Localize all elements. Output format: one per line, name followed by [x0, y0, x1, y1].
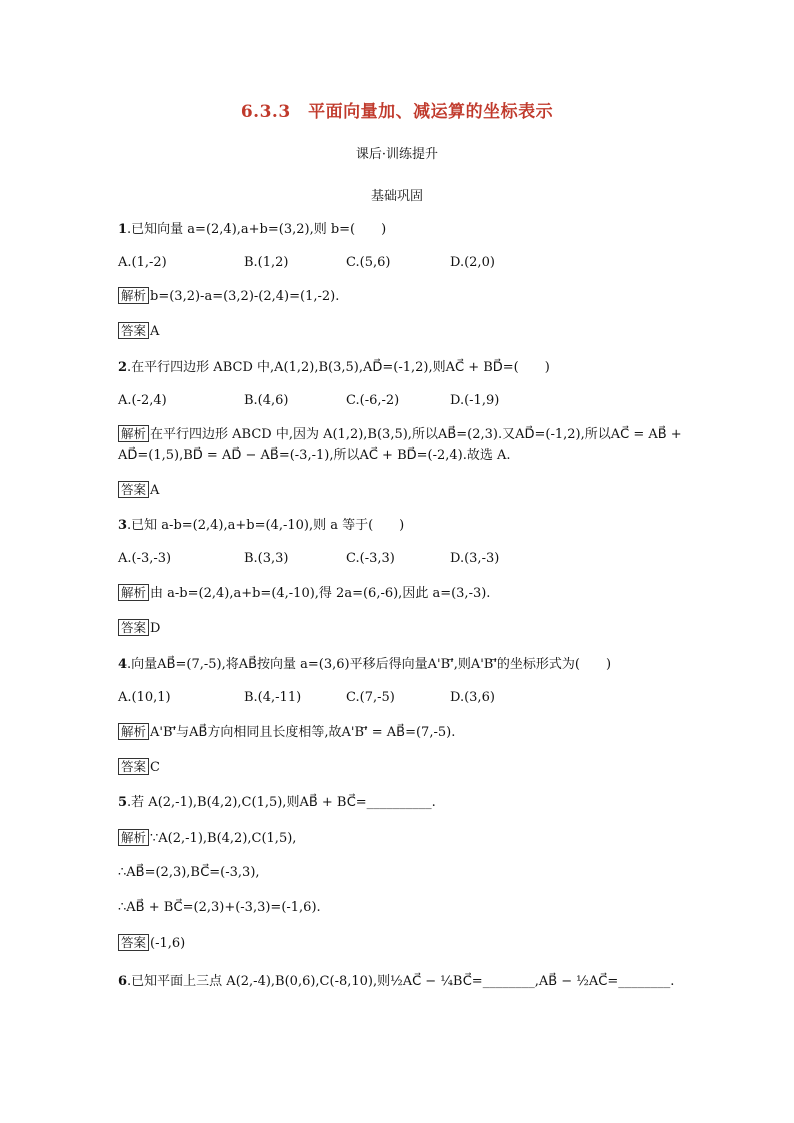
q3-option-c: C.(-3,3)	[346, 551, 395, 566]
q1-answer: 答案 A	[118, 322, 159, 341]
question-6-stem: 6.已知平面上三点 A(2,-4),B(0,6),C(-8,10),则½AC⃗ − ¼BC⃗=________,AB⃗ − ½AC⃗=________.	[118, 974, 675, 989]
q3-analysis: 解析 由 a-b=(2,4),a+b=(4,-10),得 2a=(6,-6),因此 a=(3,-3).	[118, 584, 490, 603]
q2-answer: 答案 A	[118, 481, 159, 500]
analysis-tag: 解析	[118, 723, 149, 740]
page-subtitle: 课后·训练提升	[355, 147, 439, 162]
question-5-stem: 5.若 A(2,-1),B(4,2),C(1,5),则AB⃗ + BC⃗=__________.	[118, 795, 436, 810]
q4-answer: 答案 C	[118, 758, 160, 777]
q4-option-a: A.(10,1)	[118, 690, 171, 705]
section-heading: 基础巩固	[370, 189, 423, 204]
answer-tag: 答案	[118, 322, 149, 339]
q2-analysis-continued: AD⃗=(1,5),BD⃗ = AD⃗ − AB⃗=(-3,-1),所以AC⃗ + BD⃗=(-2,4).故选 A.	[118, 448, 511, 463]
q2-option-a: A.(-2,4)	[118, 393, 167, 408]
q4-option-b: B.(4,-11)	[244, 690, 302, 705]
q3-option-a: A.(-3,-3)	[118, 551, 172, 566]
question-3-stem: 3.已知 a-b=(2,4),a+b=(4,-10),则 a 等于( )	[118, 518, 405, 533]
q1-option-b: B.(1,2)	[244, 255, 289, 270]
q5-analysis: 解析 ∵A(2,-1),B(4,2),C(1,5),	[118, 829, 296, 848]
q4-analysis: 解析 A'B'⃗与AB⃗方向相同且长度相等,故A'B'⃗ = AB⃗=(7,-5).	[118, 723, 455, 742]
analysis-tag: 解析	[118, 829, 149, 846]
answer-tag: 答案	[118, 481, 149, 498]
q4-option-c: C.(7,-5)	[346, 690, 395, 705]
q1-option-a: A.(1,-2)	[118, 255, 167, 270]
q5-analysis-line-2: ∴AB⃗=(2,3),BC⃗=(-3,3),	[118, 865, 260, 880]
q2-option-b: B.(4,6)	[244, 393, 289, 408]
q1-analysis: 解析 b=(3,2)-a=(3,2)-(2,4)=(1,-2).	[118, 287, 339, 306]
q1-option-d: D.(2,0)	[450, 255, 495, 270]
answer-tag: 答案	[118, 758, 149, 775]
question-2-stem: 2.在平行四边形 ABCD 中,A(1,2),B(3,5),AD⃗=(-1,2),则AC⃗ + BD⃗=( )	[118, 360, 550, 375]
q2-analysis: 解析 在平行四边形 ABCD 中,因为 A(1,2),B(3,5),所以AB⃗=(2,3).又AD⃗=(-1,2),所以AC⃗ = AB⃗ +	[118, 425, 682, 444]
q5-answer: 答案 (-1,6)	[118, 934, 185, 953]
q2-option-d: D.(-1,9)	[450, 393, 500, 408]
analysis-tag: 解析	[118, 425, 149, 442]
question-4-stem: 4.向量AB⃗=(7,-5),将AB⃗按向量 a=(3,6)平移后得向量A'B'⃗,则A'B'⃗的坐标形式为( )	[118, 657, 612, 672]
answer-tag: 答案	[118, 619, 149, 636]
q3-option-b: B.(3,3)	[244, 551, 289, 566]
q5-analysis-line-3: ∴AB⃗ + BC⃗=(2,3)+(-3,3)=(-1,6).	[118, 900, 321, 915]
q4-option-d: D.(3,6)	[450, 690, 495, 705]
q3-option-d: D.(3,-3)	[450, 551, 500, 566]
question-1-stem: 1.已知向量 a=(2,4),a+b=(3,2),则 b=( )	[118, 222, 387, 237]
analysis-tag: 解析	[118, 287, 149, 304]
analysis-tag: 解析	[118, 584, 149, 601]
page-title: 6.3.3 平面向量加、减运算的坐标表示	[240, 102, 554, 122]
answer-tag: 答案	[118, 934, 149, 951]
q2-option-c: C.(-6,-2)	[346, 393, 400, 408]
q1-option-c: C.(5,6)	[346, 255, 391, 270]
q3-answer: 答案 D	[118, 619, 160, 638]
